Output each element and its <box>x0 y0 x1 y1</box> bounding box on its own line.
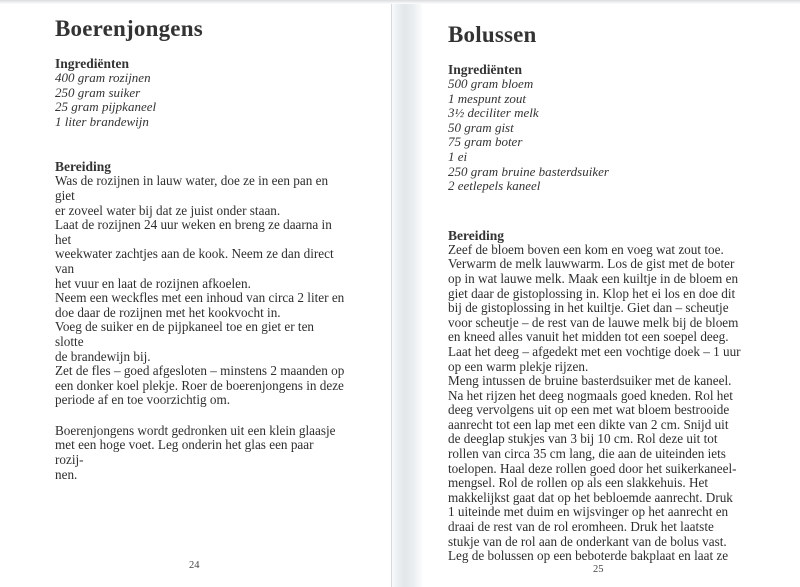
text-line: makkelijkst gaat dat op het bebloemde aanrecht. Druk <box>448 489 733 505</box>
text-line: nen. <box>55 466 78 482</box>
text-line: Leg de bolussen op een beboterde bakplaat en laat ze <box>448 548 729 564</box>
text-line: er zoveel water bij dat ze juist onder staan. <box>55 202 281 218</box>
text-line: 1 uiteinde met duim en wijsvinger op het aanrecht en <box>448 504 729 520</box>
text-line: Boerenjongens wordt gedronken uit een klein glaasje <box>55 422 336 438</box>
text-line: weekwater zachtjes aan de kook. Neem ze dan direct van <box>55 246 334 276</box>
ingredients-section <box>448 62 748 194</box>
text-line: deeg vervolgens uit op een met wat bloem bestrooide <box>448 402 730 418</box>
text-line: Laat het deeg – afgedekt met een vochtige doek – 1 uur <box>448 343 741 359</box>
text-line: Voeg de suiker en de pijpkaneel toe en giet er ten slotte <box>55 319 315 349</box>
text-line: periode af en toe voorzichtig om. <box>55 392 231 408</box>
ingredient-item: 1 mespunt zout <box>448 90 526 106</box>
text-line: Meng intussen de bruine basterdsuiker met de kaneel. <box>448 373 732 389</box>
text-line: een donker koel plekje. Roer de boerenjongens in deze <box>55 377 344 393</box>
text-line: bij de gistoplossing in het kuiltje. Giet dan – scheutje <box>448 300 729 316</box>
ingredients-section <box>55 56 345 129</box>
method-heading: Bereiding <box>55 159 112 175</box>
text-line: op in wat lauwe melk. Maak een kuiltje in de bloem en <box>448 270 739 286</box>
ingredient-item: 50 gram gist <box>448 119 514 135</box>
ingredient-item: 75 gram boter <box>448 134 523 150</box>
method-heading: Bereiding <box>448 227 505 243</box>
text-line: giet daar de gistoplossing in. Klop het ei los en doe dit <box>448 285 736 301</box>
ingredient-item: 25 gram pijpkaneel <box>55 99 157 115</box>
text-line: aanrecht tot een lap met een dikte van 2 cm. Snijd uit <box>448 416 729 432</box>
left-recipe <box>55 14 345 482</box>
method-text <box>55 174 345 408</box>
recipe-title: Boerenjongens <box>55 16 203 41</box>
text-line: draai de rest van de rol eromheen. Druk het laatste <box>448 519 714 535</box>
text-line: Na het rijzen het deeg nogmaals goed kneden. Rol het <box>448 387 733 403</box>
page-edge <box>391 0 392 587</box>
ingredient-item: 500 gram bloem <box>448 76 534 91</box>
ingredient-item: 3½ deciliter melk <box>448 105 539 121</box>
text-line: voor scheutje – de rest van de lauwe melk bij de bloem <box>448 314 739 330</box>
ingredient-item: 2 eetlepels kaneel <box>448 178 541 194</box>
ingredient-item: 1 liter brandewijn <box>55 113 149 129</box>
serving-note <box>55 424 345 482</box>
text-line: Verwarm de melk lauwwarm. Los de gist met de boter <box>448 256 735 272</box>
text-line: doe daar de rozijnen met het kookvocht in. <box>55 304 281 320</box>
ingredient-item: 250 gram bruine basterdsuiker <box>448 163 609 179</box>
method-section <box>55 159 345 408</box>
text-line: het vuur en laat de rozijnen afkoelen. <box>55 275 251 291</box>
book-spine <box>390 0 422 587</box>
recipe-title: Bolussen <box>448 22 537 47</box>
page-number-left: 24 <box>189 560 200 571</box>
text-line: Neem een weckfles met een inhoud van circa 2 liter en <box>55 290 345 306</box>
text-line: de brandewijn bij. <box>55 348 151 364</box>
text-line: Laat de rozijnen 24 uur weken en breng ze daarna in het <box>55 217 332 247</box>
ingredients-list <box>448 77 748 194</box>
method-section <box>448 228 748 564</box>
ingredients-list <box>55 71 345 129</box>
top-shadow <box>0 0 800 4</box>
method-text <box>448 243 748 564</box>
ingredients-heading: Ingrediënten <box>448 62 523 77</box>
text-line: met een hoge voet. Leg onderin het glas een paar rozij- <box>55 437 314 468</box>
text-line: stukje van de rol aan de onderkant van de bolus vast. <box>448 533 727 549</box>
text-line: Was de rozijnen in lauw water, doe ze in een pan en giet <box>55 173 329 203</box>
right-recipe <box>448 20 748 564</box>
ingredient-item: 1 ei <box>448 148 468 164</box>
text-line: toelopen. Haal deze rollen goed door het suikerkaneel- <box>448 460 737 476</box>
ingredient-item: 400 gram rozijnen <box>55 70 151 85</box>
text-line: en kneed alles vanuit het midden tot een soepel deeg. <box>448 329 729 345</box>
text-line: op een warm plekje rijzen. <box>448 358 589 374</box>
text-line: de deeglap stukjes van 3 bij 10 cm. Rol deze uit tot <box>448 431 718 447</box>
text-line: Zeef de bloem boven een kom en voeg wat zout toe. <box>448 241 724 257</box>
text-line: Zet de fles – goed afgesloten – minstens 2 maanden op <box>55 363 345 379</box>
ingredients-heading: Ingrediënten <box>55 56 130 71</box>
page-number-right: 25 <box>593 564 604 575</box>
text-line: mengsel. Rol de rollen op als een slakkehuis. Het <box>448 475 709 491</box>
text-line: rollen van circa 35 cm lang, die aan de uiteinden iets <box>448 446 726 462</box>
ingredient-item: 250 gram suiker <box>55 84 141 100</box>
